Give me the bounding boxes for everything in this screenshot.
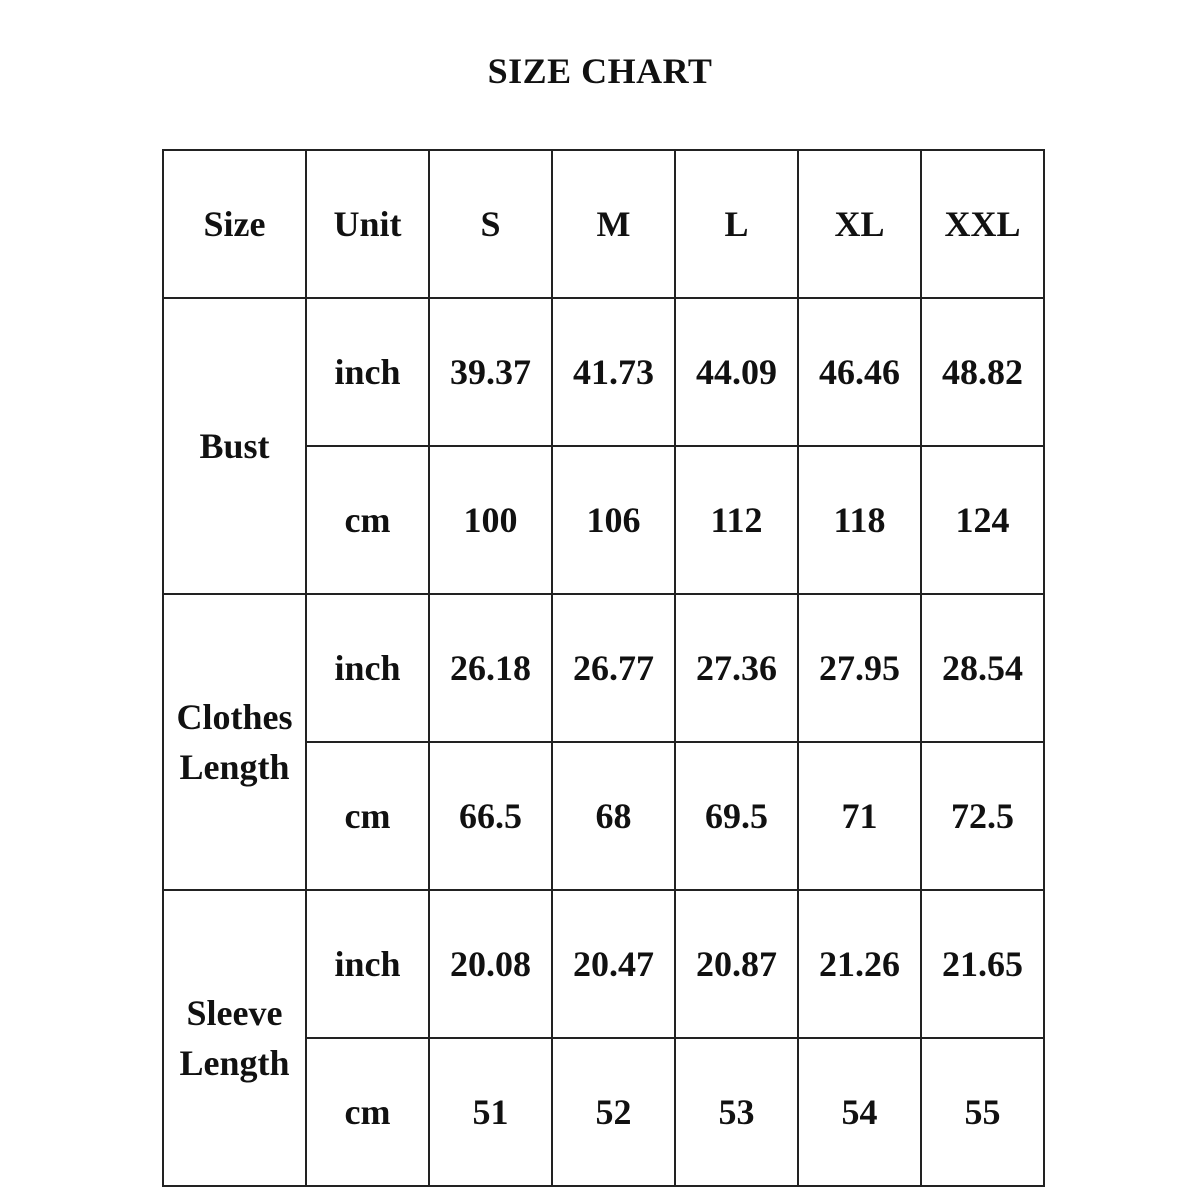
label-line: Sleeve — [186, 992, 283, 1033]
value-cell: 106 — [552, 446, 675, 594]
value-cell: 46.46 — [798, 298, 921, 446]
page-title: SIZE CHART — [487, 51, 713, 91]
value-cell: 51 — [429, 1038, 552, 1186]
value-cell: 68 — [552, 742, 675, 890]
value-cell: 118 — [798, 446, 921, 594]
value-cell: 53 — [675, 1038, 798, 1186]
value-cell: 26.77 — [552, 594, 675, 742]
header-row — [163, 150, 1044, 298]
value-cell: 28.54 — [921, 594, 1044, 742]
value-cell: 72.5 — [921, 742, 1044, 890]
size-chart-table — [162, 149, 1045, 1187]
value-cell: 26.18 — [429, 594, 552, 742]
value-cell: 54 — [798, 1038, 921, 1186]
value-cell: 48.82 — [921, 298, 1044, 446]
measurement-label-sleeve-length — [163, 890, 306, 1186]
value-cell: 27.36 — [675, 594, 798, 742]
unit-cell: cm — [306, 1038, 429, 1186]
measurement-label-clothes-length — [163, 594, 306, 890]
value-cell: 66.5 — [429, 742, 552, 890]
value-cell: 100 — [429, 446, 552, 594]
header-size-l: L — [675, 150, 798, 298]
value-cell: 39.37 — [429, 298, 552, 446]
value-cell: 41.73 — [552, 298, 675, 446]
value-cell: 27.95 — [798, 594, 921, 742]
value-cell: 20.87 — [675, 890, 798, 1038]
value-cell: 69.5 — [675, 742, 798, 890]
label-line: Length — [179, 1043, 290, 1083]
value-cell: 20.47 — [552, 890, 675, 1038]
header-unit-cell: Unit — [306, 150, 429, 298]
unit-cell: inch — [306, 298, 429, 446]
value-cell: 55 — [921, 1038, 1044, 1186]
value-cell: 112 — [675, 446, 798, 594]
header-size-s: S — [429, 150, 552, 298]
unit-cell: cm — [306, 446, 429, 594]
label-line: Length — [179, 747, 290, 787]
value-cell: 21.65 — [921, 890, 1044, 1038]
table-row — [163, 298, 1044, 446]
table-row — [163, 594, 1044, 742]
label-line: Clothes — [176, 696, 293, 737]
value-cell: 44.09 — [675, 298, 798, 446]
header-size-m: M — [552, 150, 675, 298]
table-row — [163, 890, 1044, 1038]
unit-cell: inch — [306, 594, 429, 742]
value-cell: 52 — [552, 1038, 675, 1186]
value-cell: 21.26 — [798, 890, 921, 1038]
header-size-xxl: XXL — [921, 150, 1044, 298]
value-cell: 71 — [798, 742, 921, 890]
label-line: Bust — [199, 425, 270, 466]
measurement-label-bust — [163, 298, 306, 594]
unit-cell: cm — [306, 742, 429, 890]
value-cell: 20.08 — [429, 890, 552, 1038]
header-size-xl: XL — [798, 150, 921, 298]
header-size-cell: Size — [163, 150, 306, 298]
unit-cell: inch — [306, 890, 429, 1038]
value-cell: 124 — [921, 446, 1044, 594]
